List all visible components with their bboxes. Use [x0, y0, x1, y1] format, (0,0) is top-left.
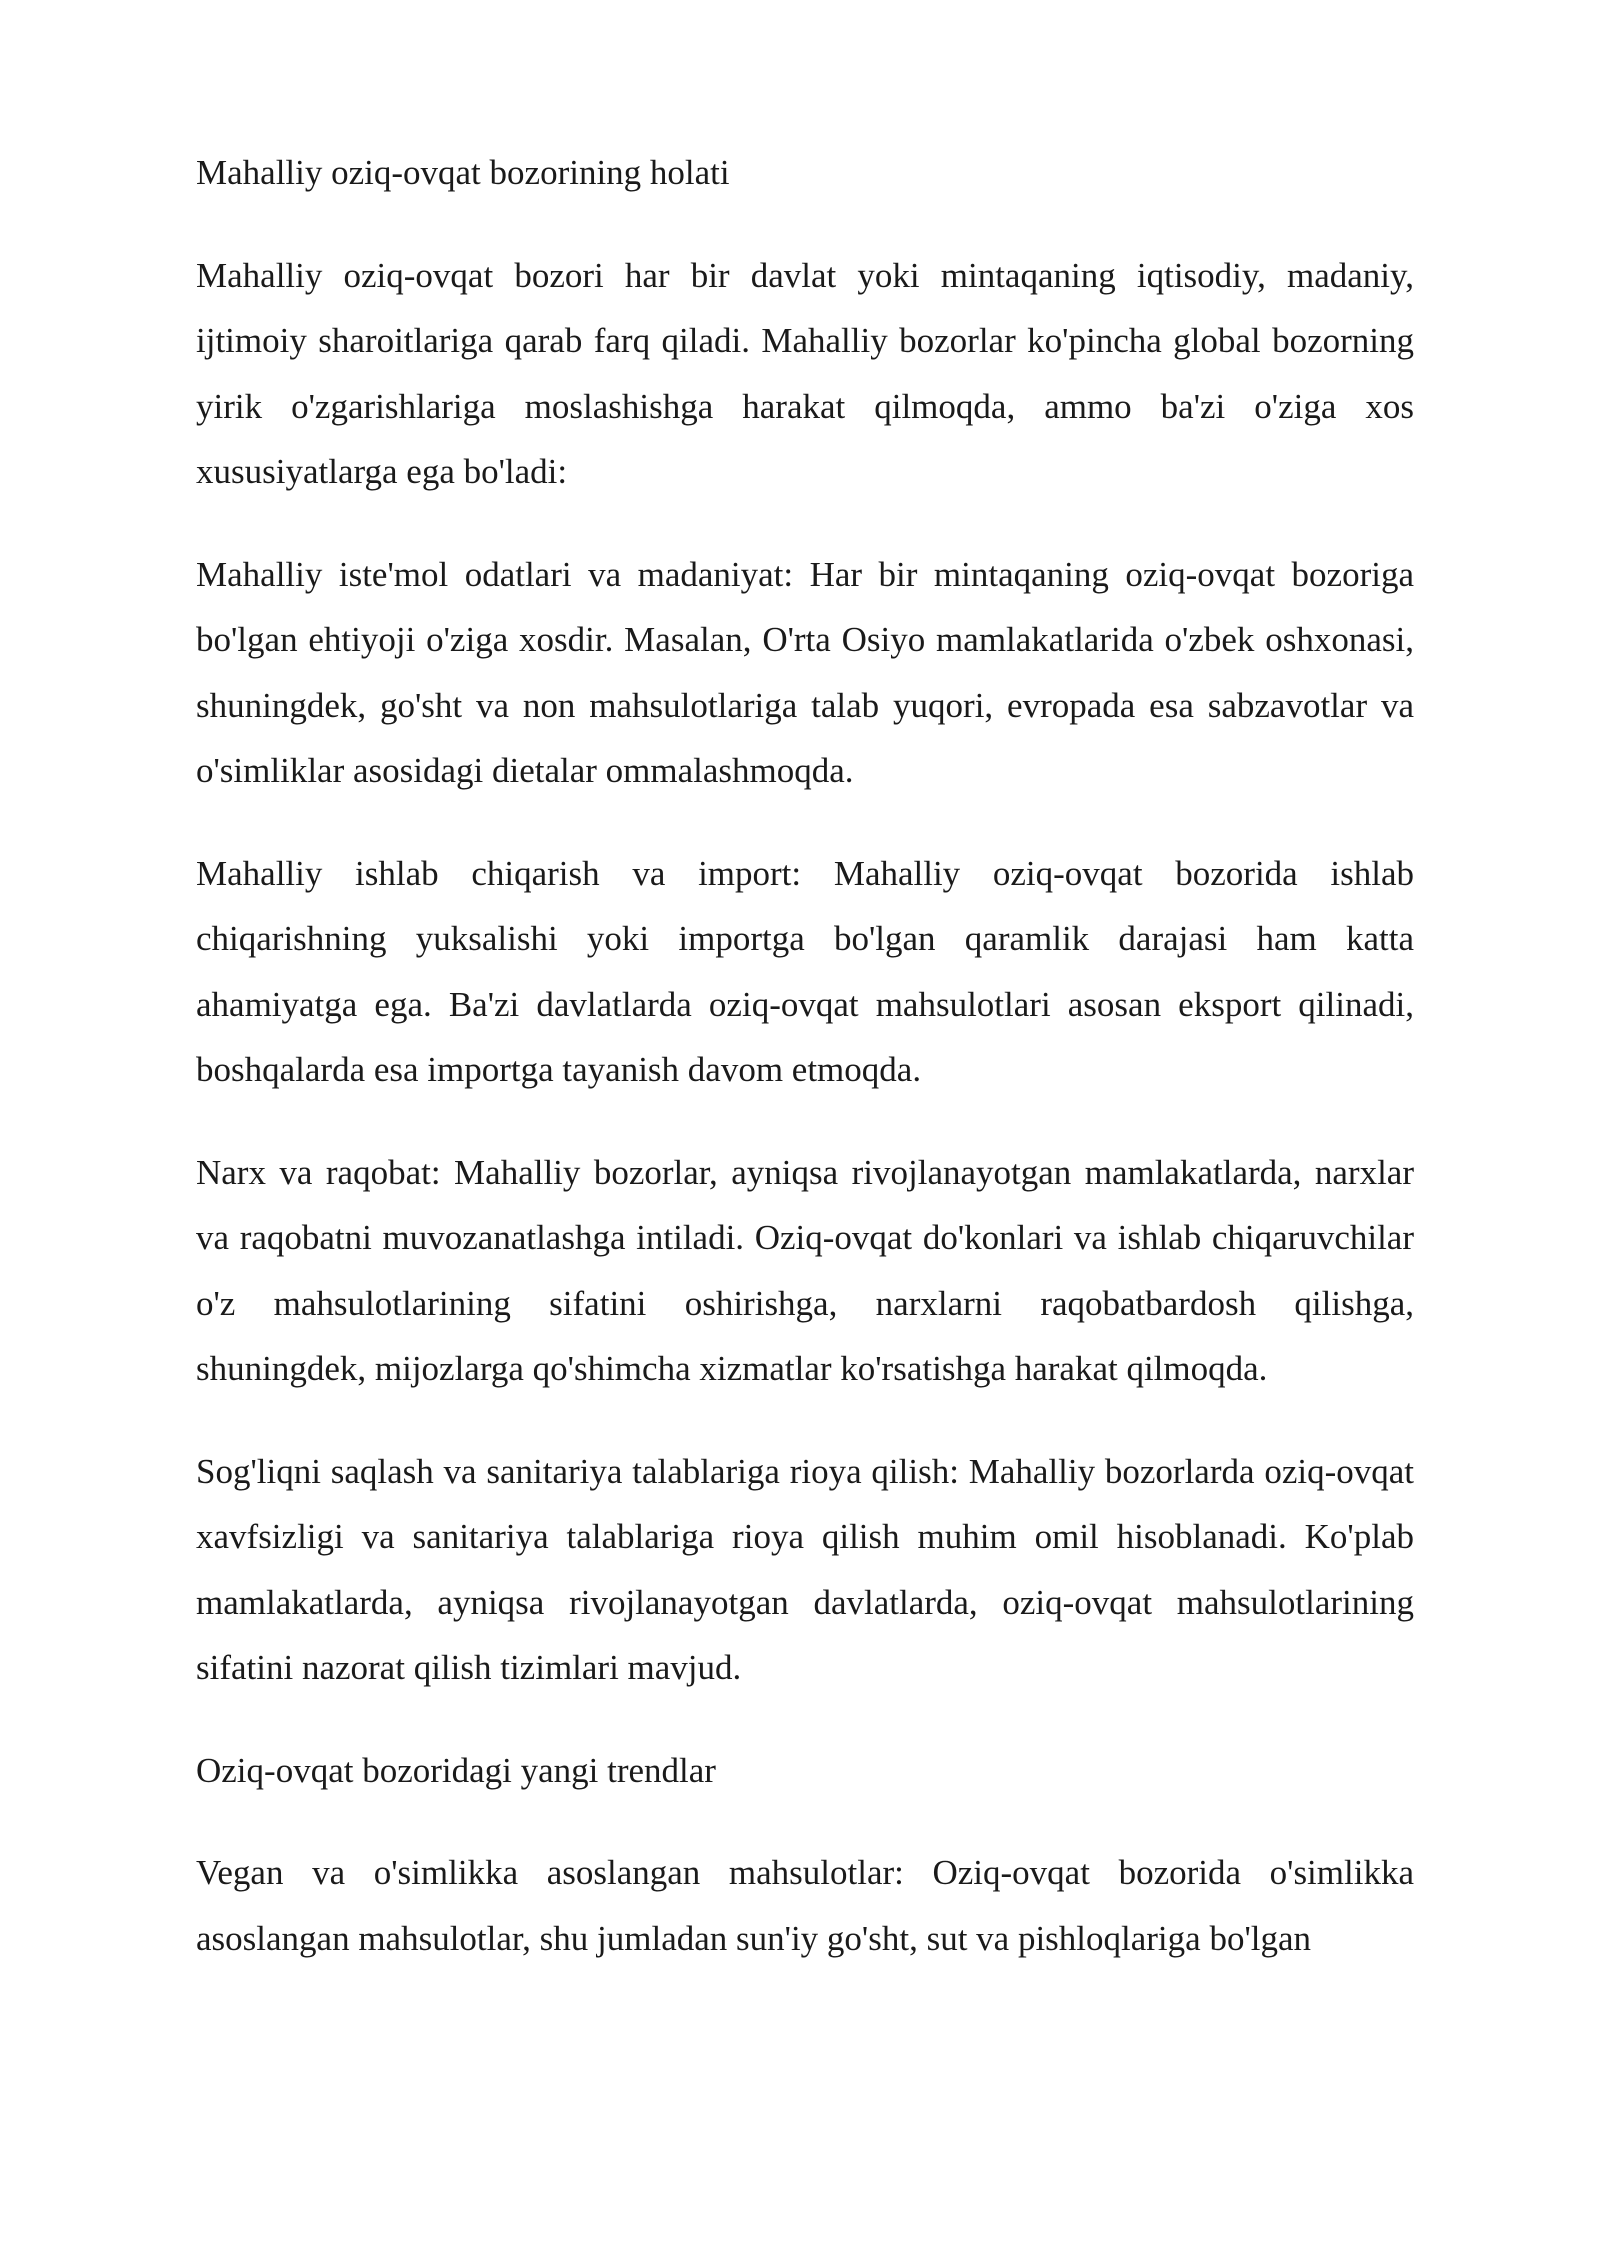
paragraph-consumption-habits: Mahalliy iste'mol odatlari va madaniyat: Har bir mintaqaning oziq-ovqat bozoriga bo'lgan ehtiyoji o'ziga xosdir. Masalan, O'rta Osiyo mamlakatlarida o'zbek oshxonasi, shuningdek, go'sht va non mahsulotlariga talab yuqori, evropada esa sabzavotlar va o'simliklar asosidagi dietalar ommalashmoqda. [196, 554, 1414, 790]
paragraph-intro: Mahalliy oziq-ovqat bozori har bir davlat yoki mintaqaning iqtisodiy, madaniy, ijtimoiy sharoitlariga qarab farq qiladi. Mahalliy bozorlar ko'pincha global bozorning yirik o'zgarishlariga moslashishga harakat qilmoqda, ammo ba'zi o'ziga xos xususiyatlarga ega bo'ladi: [196, 255, 1414, 491]
paragraph-production-import: Mahalliy ishlab chiqarish va import: Mahalliy oziq-ovqat bozorida ishlab chiqarishning yuksalishi yoki importga bo'lgan qaramlik darajasi ham katta ahamiyatga ega. Ba'zi davlatlarda oziq-ovqat mahsulotlari asosan eksport qilinadi, boshqalarda esa importga tayanish davom etmoqda. [196, 853, 1414, 1089]
paragraph-health-sanitation: Sog'liqni saqlash va sanitariya talablariga rioya qilish: Mahalliy bozorlarda oziq-ovqat xavfsizligi va sanitariya talablariga rioya qilish muhim omil hisoblanadi. Ko'plab mamlakatlarda, ayniqsa rivojlanayotgan davlatlarda, oziq-ovqat mahsulotlarining sifatini nazorat qilish tizimlari mavjud. [196, 1451, 1414, 1687]
section-heading-market-state: Mahalliy oziq-ovqat bozorining holati [196, 153, 730, 192]
section-heading-new-trends: Oziq-ovqat bozoridagi yangi trendlar [196, 1750, 716, 1790]
document-body [196, 140, 1414, 2008]
paragraph-vegan-products: Vegan va o'simlikka asoslangan mahsulotlar: Oziq-ovqat bozorida o'simlikka asoslangan mahsulotlar, shu jumladan sun'iy go'sht, sut va pishloqlariga bo'lgan [196, 1853, 1414, 1958]
paragraph-price-competition: Narx va raqobat: Mahalliy bozorlar, ayniqsa rivojlanayotgan mamlakatlarda, narxlar va raqobatni muvozanatlashga intiladi. Oziq-ovqat do'konlari va ishlab chiqaruvchilar o'z mahsulotlarining sifatini oshirishga, narxlarni raqobatbardosh qilishga, shuningdek, mijozlarga qo'shimcha xizmatlar ko'rsatishga harakat qilmoqda. [196, 1152, 1414, 1388]
